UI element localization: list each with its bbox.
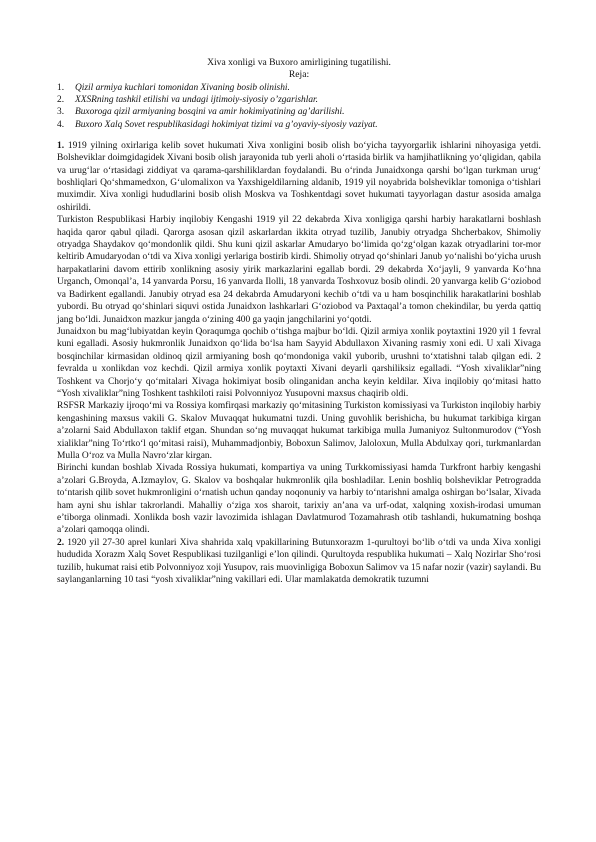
document-page: [57, 57, 541, 586]
plan-item-number: 3.: [57, 107, 65, 118]
plan-item-number: 2.: [57, 95, 65, 106]
paragraph-text: RSFSR Markaziy ijroqo‘mi va Rossiya komfirqasi markaziy qo‘mitasining Turkiston komissiyasi va Turkiston inqilobiy harbiy kengashining maxsus vakili G. Skalov Muvaqqat hukumatni tuzdi. Uning guvohlik berishicha, bu hukumat tarkibiga kirgan a’zolarni Said Abdullaxon taklif etgan. Shundan so‘ng muvaqqat hukumat tarkibiga mulla Jumaniyoz Sultonmurodov (“Yosh xialiklar”ning To‘rtko‘l qo‘mitasi raisi), Muhammadjonbiy, Boboxun Salimov, Jaloloxun, Mulla Abdulxay qori, turkmanlardan Mulla O‘roz va Mulla Navro‘zlar kirgan.: [57, 401, 541, 461]
plan-item: [57, 119, 541, 131]
body-paragraph: [57, 140, 541, 214]
section-number: 1.: [57, 140, 65, 151]
section-number: 2.: [57, 537, 65, 548]
paragraph-text: 1920 yil 27-30 aprel kunlari Xiva shahrida xalq vpakillarining Butunxorazm 1-qurultoyi bo‘lib o‘tdi va unda Xiva xonligi hududida Xorazm Xalq Sovet Respublikasi tuzilganligi e’lon qilindi. Qurultoyda respublika hukumati – Xalq Nozirlar Sho‘rosi tuzilib, hukumat raisi etib Polvonniyoz xoji Yusupov, rais muovinligiga Boboxun Salimov va 15 nafar nozir (vazir) saylandi. Bu saylanganlarning 10 tasi “yosh xivaliklar”ning vakillari edi. Ular mamlakatda demokratik tuzumni: [57, 537, 541, 586]
body-paragraph: [57, 537, 541, 587]
plan-item: [57, 106, 541, 118]
plan-item-text: XXSRning tashkil etilishi va undagi ijtimoiy-siyosiy o’zgarishlar.: [75, 95, 318, 106]
plan-item-text: Qizil armiya kuchlari tomonidan Xivaning bosib olinishi.: [75, 83, 290, 93]
paragraph-text: Junaidxon bu mag‘lubiyatdan keyin Qoraqumga qochib o‘tishga majbur bo‘ldi. Qizil armiya xonlik poytaxtini 1920 yil 1 fevral kuni egalladi. Asosiy hukmronlik Junaidxon qo‘lida bo‘lsa ham Sayyid Abdullaxon Xivaning rasmiy xoni edi. U xali Xivaga bosqinchilar kirmasidan oldinoq qizil armiyaning bosh qo‘mondoniga vakil yuborib, urushni to‘xtatishni talab qilgan edi. 2 fevralda u xonlikdan voz kechdi. Qizil armiya xonlik poytaxti Xivani deyarli qarshiliksiz egalladi. “Yosh xivaliklar”ning Toshkent va Chorjo‘y qo‘mitalari Xivaga hokimiyat bosib olinganidan ancha keyin keldilar. Xiva inqilobiy qo‘mitasi hatto “Yosh xivaliklar”ning Toshkent tashkiloti raisi Polvonniyoz Yusupovni maxsus chaqirib oldi.: [57, 326, 541, 399]
plan-item: [57, 94, 541, 106]
plan-item-number: 1.: [57, 83, 65, 93]
body-paragraph: [57, 214, 541, 326]
plan-label: Reja:: [288, 69, 310, 80]
plan-item-text: Buxoro Xalq Sovet respublikasidagi hokimiyat tizimi va g’oyaviy-siyosiy vaziyat.: [75, 119, 378, 130]
paragraph-text: Birinchi kundan boshlab Xivada Rossiya hukumati, kompartiya va uning Turkkomissiyasi hamda Turkfront harbiy kengashi a’zolari G.Broyda, A.Izmaylov, G. Skalov va boshqalar hukmronlik qila boshladilar. Lenin boshliq bolsheviklar Petrogradda to‘ntarish qilib sovet hukmronligini o‘rnatish uchun qanday noqonuniy va harbiy to‘ntarishni amalga oshirgan bo‘lsalar, Xivada ham ayni shu ishlar takrorlandi. Mahalliy o‘ziga xos sharoit, tarixiy an’ana va urf-odat, xalqning xoxish-irodasi umuman e’tiborga olinmadi. Xonlikda bosh vazir lavozimida ishlagan Davlatmurod Tozamahrash otib tashlandi, hukumatning boshqa a’zolari qamoqqa olindi.: [57, 463, 541, 536]
body-paragraph: [57, 462, 541, 536]
plan-list: [57, 82, 541, 131]
plan-item-number: 4.: [57, 119, 65, 130]
body-paragraph: [57, 326, 541, 400]
body-paragraph: [57, 400, 541, 462]
plan-item-text: Buxoroga qizil armiyaning bosqini va amir hokimiyatining ag’darilishi.: [75, 107, 345, 118]
paragraph-text: Turkiston Respublikasi Harbiy inqilobiy Kengashi 1919 yil 22 dekabrda Xiva xonligiga qarshi harbiy harakatlarni boshlash haqida qaror qabul qiladi. Qarorga asosan qizil askarlardan ikkita otryad tuzilib, Janubiy otryadga Shcherbakov, Shimoliy otryadga Shaydakov qo‘mondonlik qildi. Shu kuni qizil askarlar Amudaryo bo‘limida qo‘zg‘olgan kazak otryadlarini tor-mor keltirib Amudaryodan o‘tdi va Xiva xonligi yerlariga bostirib kirdi. Shimoliy otryad qo‘shinlari Janub yo‘nalishi bo‘yicha urush harpakatlarini davom ettirib xonlikning asosiy yirik markazlarini egallab bordi. 29 dekabrda Xo‘jayli, 9 yanvarda Ko‘hna Urganch, Omonqal’a, 14 yanvarda Porsu, 16 yanvarda Ilolli, 18 yanvarda Toshxovuz bosib olindi. 20 yanvarga kelib G‘oziobod va Badirkent egallandi. Janubiy otryad esa 24 dekabrda Amudaryoni kechib o‘tdi va u ham bosqinchilik harakatlarini boshlab yubordi. Bu otryad qo‘shinlari siquvi ostida Junaidxon lashkarlari G‘oziobod va Paxtaqal’a tomon chekindilar, bu yerda qattiq jang bo‘ldi. Junaidxon mazkur jangda o‘zining 400 ga yaqin jangchilarini yo‘qotdi.: [57, 215, 541, 325]
paragraph-text: 1919 yilning oxirlariga kelib sovet hukumati Xiva xonligini bosib olish bo‘yicha tayyorgarlik ishlarini nihoyasiga yetdi. Bolsheviklar doimgidagidek Xivani bosib olish jarayonida tub yerli aholi o‘rtasida birlik va hamjihatlikning yo‘qligidan, qabila va urug‘lar o‘rtasidagi ziddiyat va qarama-qarshiliklardan foydalandi. Bu o‘rinda Junaidxonga qarshi bo‘lgan turkman urug‘ boshliqlari Qo‘shmamedxon, G‘ulomalixon va Yaxshigeldilarning aldanib, 1919 yil noyabrida bolsheviklar tomoniga o‘tishlari muximdir. Xiva xonligi hududlarini bosib olish Moskva va Toshkentdagi sovet hukumati tayyorlagan dastur asosida amalga oshirildi.: [57, 140, 541, 213]
document-title: Xiva xonligi va Buxoro amirligining tugatilishi.: [207, 57, 391, 68]
plan-item: [57, 82, 541, 94]
